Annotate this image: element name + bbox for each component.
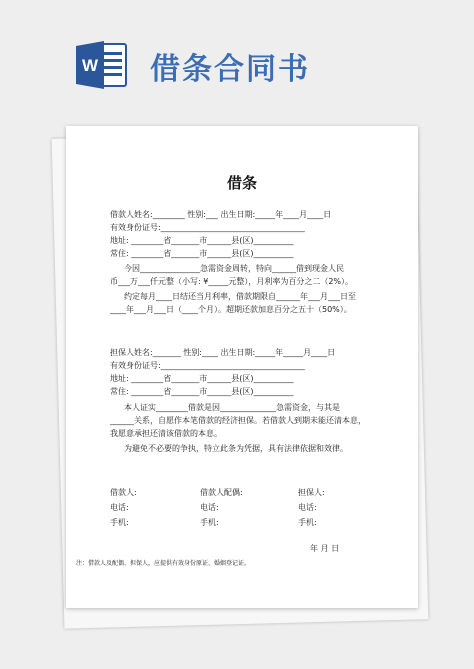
guarantor-signature-label: 担保人: <box>298 488 325 497</box>
document-title: 借条 <box>226 174 257 192</box>
document-page <box>66 126 418 608</box>
borrower-mobile-label: 手机: <box>110 518 129 527</box>
date-line: 年 月 日 <box>310 544 340 553</box>
loan-paragraph-line: 今因_______________急需资金周转，特向______借到现金人民 <box>124 264 344 273</box>
guarantee-paragraph-line: 为避免不必要的争执，特立此条为凭据，具有法律依据和效律。 <box>124 444 348 453</box>
borrower-id-line: 有效身份证号:____________________________________ <box>110 223 305 232</box>
borrower-name-line: 借款人姓名:________ 性别:___ 出生日期:_____年____月____日 <box>110 210 332 219</box>
spouse-signature-label: 借款人配偶: <box>200 488 243 497</box>
loan-paragraph-line: ____年___月___日（____个月）。超期还款加息百分之五十（50%）。 <box>110 305 352 314</box>
guarantor-phone-label: 电话: <box>298 503 317 512</box>
loan-paragraph-line: 约定每月____日结还当月利率，借款期限自______年___月___日至 <box>124 292 356 301</box>
guarantor-name-line: 担保人姓名:_______ 性别:____ 出生日期:_____年_____月____日 <box>110 348 336 357</box>
borrower-phone-label: 电话: <box>110 503 129 512</box>
svg-text:W: W <box>81 56 99 75</box>
header-banner <box>0 0 474 120</box>
guarantor-residence-line: 常住: ________省_______市______县(区)__________ <box>110 387 294 396</box>
header-title: 借条合同书 <box>150 52 310 87</box>
guarantee-paragraph-line: 本人证实________借款是因______________急需资金，与其是 <box>124 403 340 412</box>
loan-paragraph-line: 币___万___仟元整（小写: ¥_____元整），月利率为百分之二（2%）。 <box>110 277 354 286</box>
borrower-address-line: 地址: ________省_______市______县(区)__________ <box>110 236 294 245</box>
guarantor-mobile-label: 手机: <box>298 518 317 527</box>
guarantor-id-line: 有效身份证号:____________________________________ <box>110 361 305 370</box>
spouse-phone-label: 电话: <box>200 503 219 512</box>
borrower-signature-label: 借款人: <box>110 488 137 497</box>
spouse-mobile-label: 手机: <box>200 518 219 527</box>
guarantor-address-line: 地址: ________省_______市______县(区)__________ <box>110 374 294 383</box>
borrower-residence-line: 常住: ________省_______市______县(区)__________ <box>110 249 294 258</box>
guarantee-paragraph-line: ______关系，自愿作本笔借款的经济担保。若借款人到期未能还清本息， <box>110 416 366 425</box>
word-icon <box>74 38 128 92</box>
footnote: 注：借款人及配偶、担保人，应提供有效身份原证、婚姻登记证。 <box>76 560 251 567</box>
guarantee-paragraph-line: 我愿意承担还清该借款的本息。 <box>110 429 222 438</box>
